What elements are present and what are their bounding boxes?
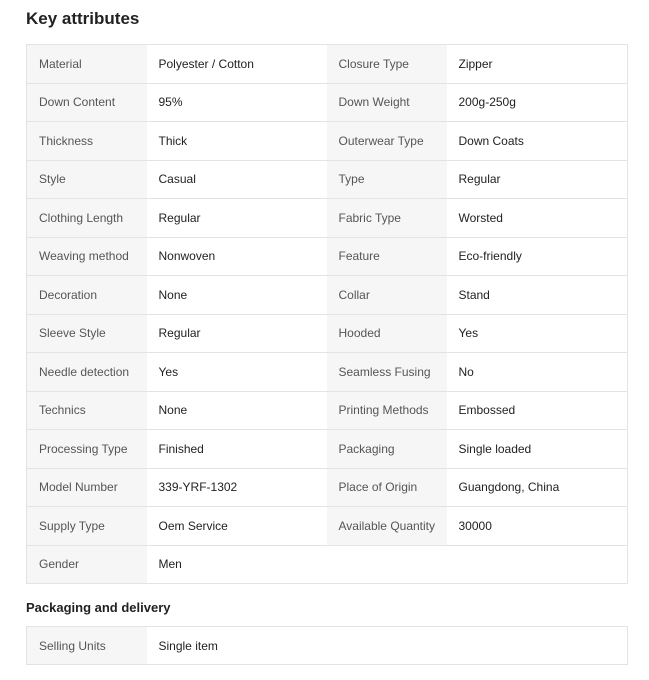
attribute-value: Casual (147, 160, 327, 199)
attribute-row (27, 276, 628, 315)
packaging-delivery-table (26, 626, 628, 665)
attribute-value: Thick (147, 122, 327, 161)
key-attributes-table (26, 44, 628, 584)
attribute-label: Supply Type (27, 507, 147, 546)
attribute-label: Down Content (27, 83, 147, 122)
attribute-value: Nonwoven (147, 237, 327, 276)
attribute-value: Regular (147, 199, 327, 238)
attribute-value: Embossed (447, 391, 628, 430)
attribute-row (27, 391, 628, 430)
attribute-row (27, 468, 628, 507)
attribute-label: Material (27, 45, 147, 84)
attribute-value: Single loaded (447, 430, 628, 469)
attribute-value: Worsted (447, 199, 628, 238)
attribute-row (27, 507, 628, 546)
attribute-value: None (147, 391, 327, 430)
attribute-label: Model Number (27, 468, 147, 507)
empty-cell (327, 545, 628, 584)
attribute-value: 30000 (447, 507, 628, 546)
attribute-row (27, 122, 628, 161)
attribute-label: Technics (27, 391, 147, 430)
attribute-label: Decoration (27, 276, 147, 315)
attribute-label: Processing Type (27, 430, 147, 469)
attribute-label: Packaging (327, 430, 447, 469)
attribute-label: Type (327, 160, 447, 199)
attribute-value: Polyester / Cotton (147, 45, 327, 84)
attribute-value: Regular (447, 160, 628, 199)
key-attributes-heading: Key attributes (26, 9, 140, 28)
attribute-label: Needle detection (27, 353, 147, 392)
attribute-row (27, 430, 628, 469)
attribute-value: Finished (147, 430, 327, 469)
attribute-value: Guangdong, China (447, 468, 628, 507)
attribute-row (27, 160, 628, 199)
attribute-value: Zipper (447, 45, 628, 84)
attribute-row (27, 83, 628, 122)
attribute-label: Seamless Fusing (327, 353, 447, 392)
attribute-label: Gender (27, 545, 147, 584)
attribute-row (27, 199, 628, 238)
attribute-row (27, 353, 628, 392)
attribute-value: Single item (147, 627, 628, 665)
attribute-label: Place of Origin (327, 468, 447, 507)
attribute-row (27, 237, 628, 276)
attribute-value: Oem Service (147, 507, 327, 546)
attribute-label: Sleeve Style (27, 314, 147, 353)
attribute-label: Weaving method (27, 237, 147, 276)
attribute-label: Style (27, 160, 147, 199)
attribute-label: Closure Type (327, 45, 447, 84)
attribute-row (27, 627, 628, 665)
attribute-label: Clothing Length (27, 199, 147, 238)
attribute-value: Yes (447, 314, 628, 353)
attribute-label: Available Quantity (327, 507, 447, 546)
attribute-label: Selling Units (27, 627, 147, 665)
attribute-value: 95% (147, 83, 327, 122)
attribute-label: Thickness (27, 122, 147, 161)
attribute-value: Eco-friendly (447, 237, 628, 276)
attribute-value: Stand (447, 276, 628, 315)
attribute-label: Fabric Type (327, 199, 447, 238)
attribute-value: Yes (147, 353, 327, 392)
attribute-value: None (147, 276, 327, 315)
attribute-row (27, 545, 628, 584)
attribute-value: Men (147, 545, 327, 584)
attribute-value: 339-YRF-1302 (147, 468, 327, 507)
attribute-label: Printing Methods (327, 391, 447, 430)
attribute-value: Down Coats (447, 122, 628, 161)
attribute-label: Feature (327, 237, 447, 276)
attribute-label: Down Weight (327, 83, 447, 122)
packaging-delivery-heading: Packaging and delivery (26, 600, 171, 615)
attribute-label: Collar (327, 276, 447, 315)
attribute-value: Regular (147, 314, 327, 353)
attribute-value: 200g-250g (447, 83, 628, 122)
attribute-row (27, 45, 628, 84)
attribute-row (27, 314, 628, 353)
attribute-value: No (447, 353, 628, 392)
attribute-label: Hooded (327, 314, 447, 353)
attribute-label: Outerwear Type (327, 122, 447, 161)
